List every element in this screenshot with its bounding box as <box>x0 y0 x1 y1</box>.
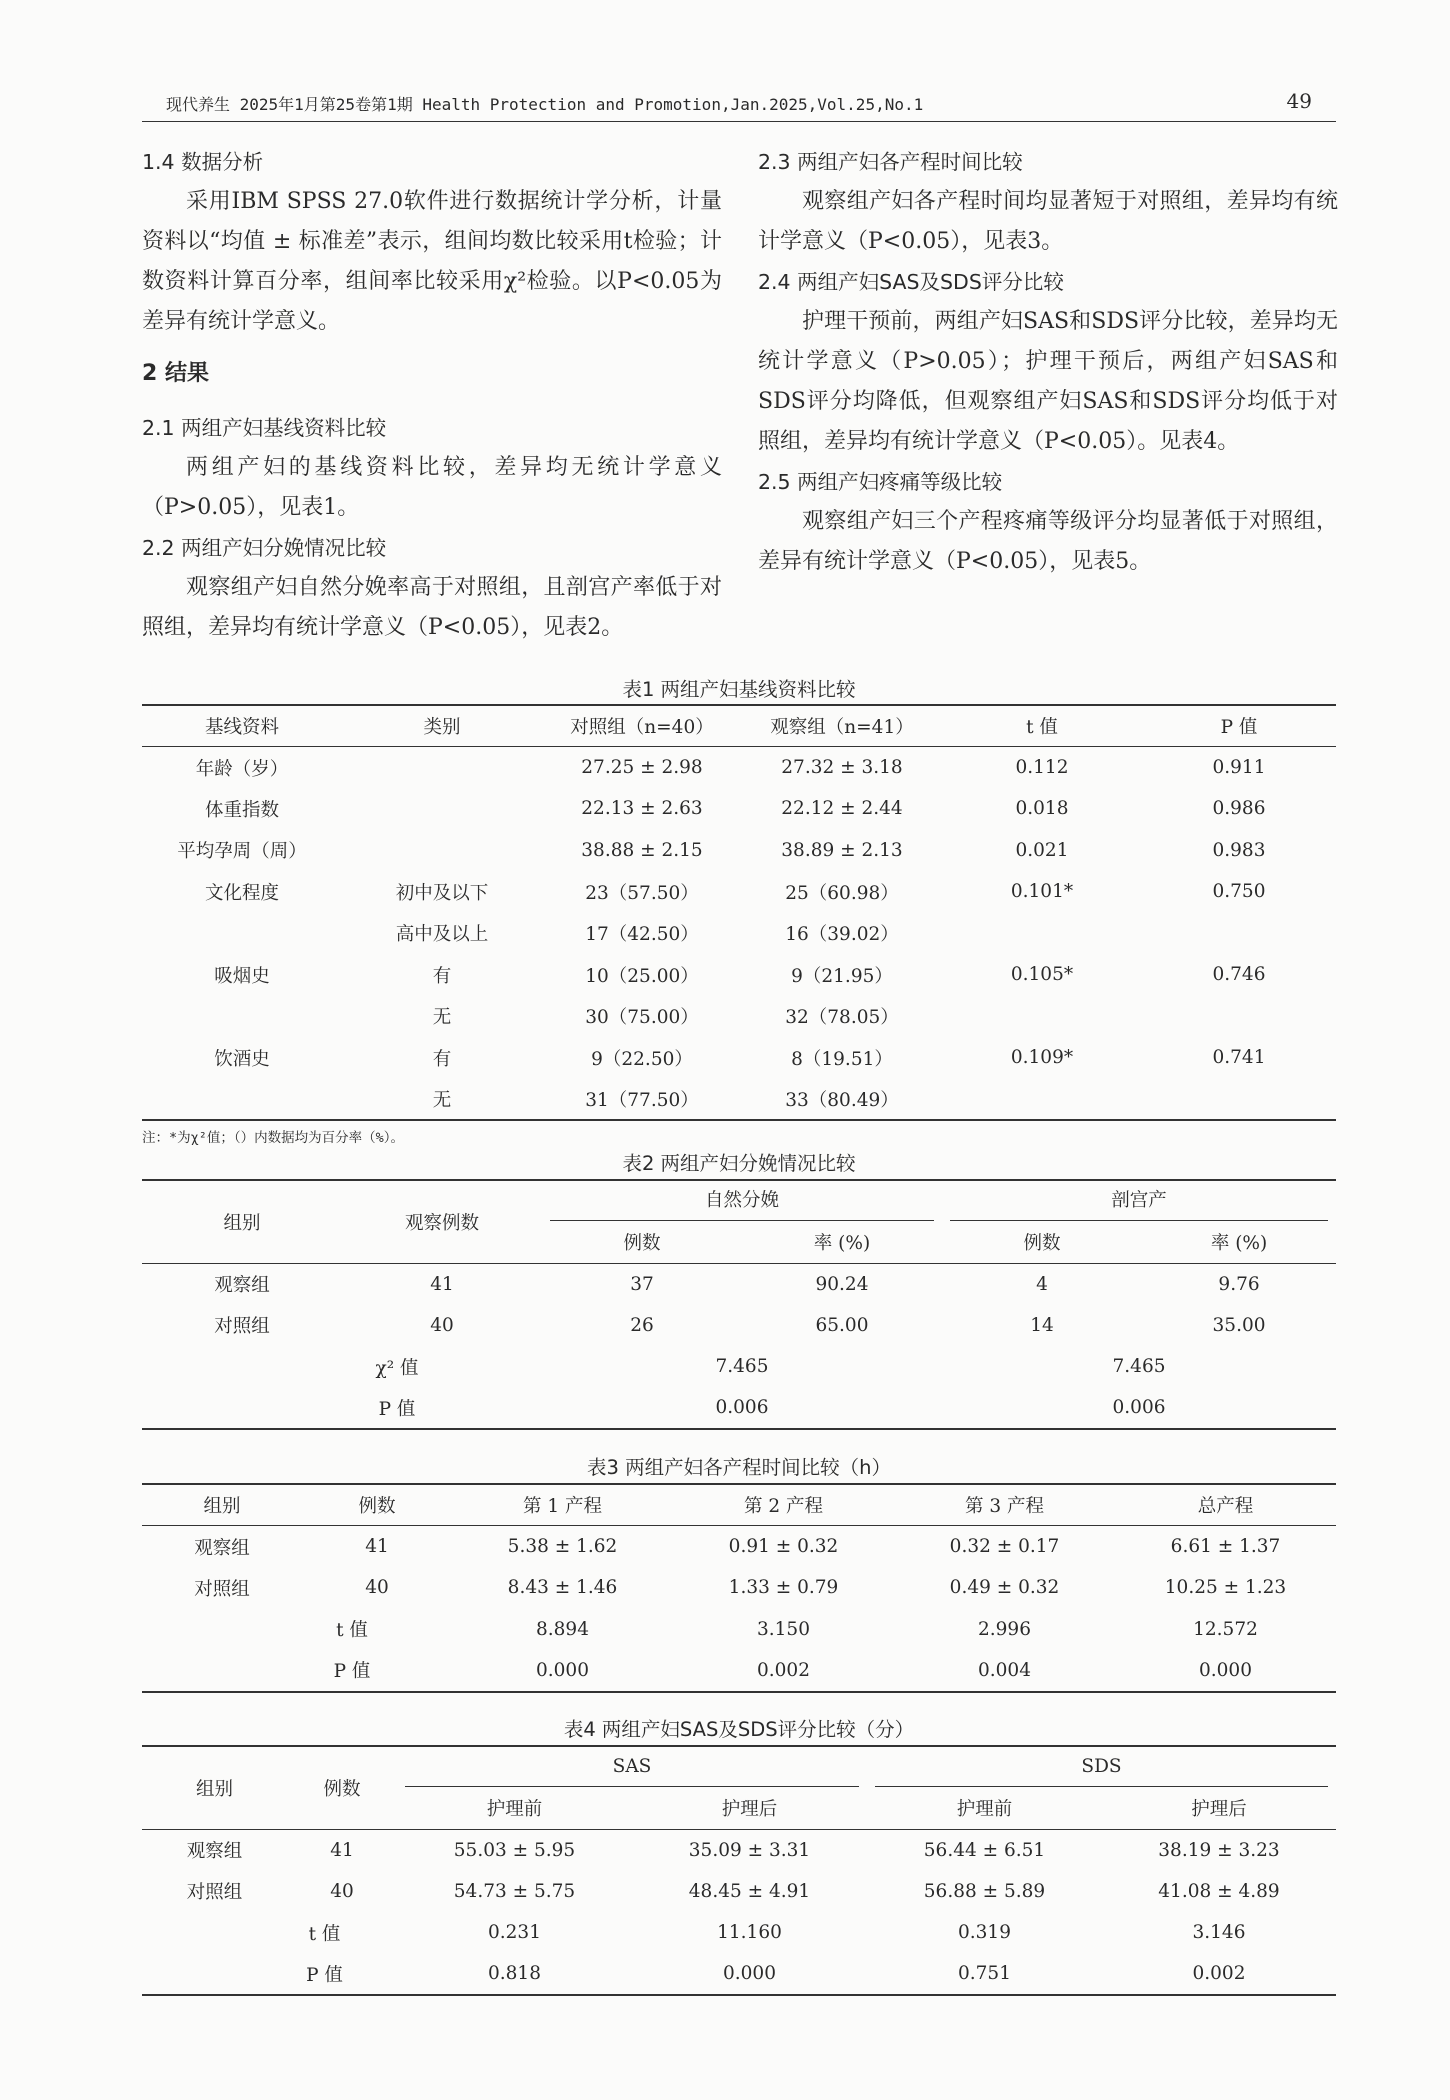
table3-stat-cell: 0.002 <box>757 1659 810 1681</box>
table1-cell <box>942 913 1142 955</box>
section-2-1-heading: 2.1 两组产妇基线资料比较 <box>142 416 387 440</box>
right-column <box>758 142 1338 582</box>
table2-chi-cesarean: 7.465 <box>1112 1356 1166 1378</box>
table2-cell: 14 <box>1030 1314 1054 1336</box>
table1-cell: 27.32 ± 3.18 <box>781 757 903 778</box>
table1-cell: 31（77.50） <box>585 1089 699 1111</box>
section-1-4-heading: 1.4 数据分析 <box>142 150 264 174</box>
table4-cell: 41 <box>330 1839 354 1861</box>
table4-group-header: 组别 <box>142 1746 287 1829</box>
section-2-4-heading: 2.4 两组产妇SAS及SDS评分比较 <box>758 270 1064 294</box>
table1-cell: 有 <box>432 1048 452 1070</box>
table1-cell <box>142 913 342 955</box>
table4-cell: 56.88 ± 5.89 <box>923 1880 1046 1902</box>
table2-chi-label: χ² 值 <box>375 1357 419 1379</box>
table2 <box>142 1179 1336 1430</box>
table3-cell: 观察组 <box>194 1537 250 1559</box>
table4-sds-header <box>867 1746 1336 1788</box>
table2-cesarean-header <box>942 1180 1336 1222</box>
table1-cell: 平均孕周（周） <box>177 841 307 863</box>
table1-cell: 0.018 <box>1015 798 1069 820</box>
table4-cell: 38.19 ± 3.23 <box>1158 1839 1280 1861</box>
table4-stat-cell: 3.146 <box>1192 1922 1246 1944</box>
table4-stat-cell: 0.319 <box>958 1922 1011 1944</box>
table-row <box>142 954 1336 996</box>
table3-cell: 对照组 <box>194 1578 250 1600</box>
table2-natural-label: 自然分娩 <box>550 1182 934 1221</box>
table1-cell: 有 <box>432 965 452 987</box>
table1-header-cell: 基线资料 <box>142 705 342 747</box>
table4-stat-row <box>142 1912 1336 1954</box>
table-row <box>142 1567 1336 1609</box>
table3-cell: 0.91 ± 0.32 <box>728 1536 839 1557</box>
table1-cell: 初中及以下 <box>395 882 489 904</box>
table2-natural-header <box>542 1180 942 1222</box>
table2-p-natural: 0.006 <box>715 1397 769 1419</box>
table4-cell: 55.03 ± 5.95 <box>453 1839 576 1861</box>
table1-cell: 33（80.49） <box>785 1089 899 1111</box>
table3-stat-row <box>142 1609 1336 1651</box>
table3-stat-cell: 0.000 <box>536 1659 589 1681</box>
table2-chi-natural: 7.465 <box>715 1356 769 1378</box>
table3-stat-cell: 3.150 <box>757 1618 810 1640</box>
table4-cell: 54.73 ± 5.75 <box>453 1880 576 1902</box>
table4-stat-label: t 值 <box>308 1923 341 1945</box>
section-2-3-text: 观察组产妇各产程时间均显著短于对照组，差异均有统计学意义（P<0.05），见表3。 <box>758 189 1338 254</box>
table2-cell: 35.00 <box>1212 1314 1266 1336</box>
table1-header-cell: 对照组（n=40） <box>542 705 742 747</box>
table4-cell: 48.45 ± 4.91 <box>688 1880 811 1902</box>
table3-stat-cell: 0.004 <box>978 1659 1031 1681</box>
table1-cell: 10（25.00） <box>585 965 699 987</box>
table1-cell <box>1142 913 1336 955</box>
table-row <box>142 747 1336 789</box>
table1-cell <box>142 1079 342 1121</box>
section-2-2-text: 观察组产妇自然分娩率高于对照组，且剖宫产率低于对照组，差异均有统计学意义（P<0.05），见表2。 <box>142 575 722 640</box>
table1-cell: 无 <box>432 1089 452 1111</box>
table1-cell: 27.25 ± 2.98 <box>581 757 703 778</box>
table1-header-cell: P 值 <box>1142 705 1336 747</box>
table2-cell: 90.24 <box>815 1273 869 1295</box>
table-row <box>142 1526 1336 1568</box>
table1-cell: 高中及以上 <box>395 924 489 946</box>
table2-cell: 26 <box>630 1314 654 1336</box>
table4-stat-label: P 值 <box>306 1964 343 1986</box>
section-2-4-text: 护理干预前，两组产妇SAS和SDS评分比较，差异均无统计学意义（P>0.05）；护理干预后，两组产妇SAS和SDS评分均降低，但观察组产妇SAS和SDS评分均低于对照组，差异均有统计学意义（P<0.05）。见表4。 <box>758 309 1338 454</box>
table2-cesarean-label: 剖宫产 <box>950 1182 1328 1221</box>
table1-cell: 0.109* <box>1010 1047 1074 1069</box>
table4-cell: 35.09 ± 3.31 <box>688 1839 811 1861</box>
table3-header-cell: 第 1 产程 <box>452 1484 673 1526</box>
table4-cell: 观察组 <box>186 1841 243 1862</box>
table1-cell: 年龄（岁） <box>195 758 289 780</box>
table2-stat-row <box>142 1346 1336 1388</box>
table4-sds-label: SDS <box>875 1748 1328 1787</box>
table3-stat-cell: 2.996 <box>978 1618 1031 1640</box>
table2-caption: 表2 两组产妇分娩情况比较 <box>622 1152 856 1175</box>
table1-header-cell: t 值 <box>942 705 1142 747</box>
table3-stat-cell: 8.894 <box>536 1618 589 1640</box>
table-row <box>142 1305 1336 1347</box>
table3-cell: 41 <box>365 1536 389 1557</box>
table2-cell: 9.76 <box>1218 1273 1260 1295</box>
table3-cell: 10.25 ± 1.23 <box>1164 1577 1287 1599</box>
table1-cell: 38.88 ± 2.15 <box>581 839 703 861</box>
table2-cell: 观察组 <box>214 1275 270 1296</box>
table3-header-cell: 例数 <box>302 1484 452 1526</box>
table2-sub-count: 例数 <box>942 1222 1142 1264</box>
table3-header-cell: 第 3 产程 <box>894 1484 1115 1526</box>
table4-caption: 表4 两组产妇SAS及SDS评分比较（分） <box>563 1718 915 1741</box>
table3-cell: 40 <box>365 1577 389 1599</box>
table4-stat-cell: 0.818 <box>488 1963 541 1985</box>
table4-cell: 41.08 ± 4.89 <box>1158 1880 1280 1902</box>
section-2-2-heading: 2.2 两组产妇分娩情况比较 <box>142 536 387 560</box>
table1-cell: 0.105* <box>1010 964 1074 986</box>
table1-cell: 吸烟史 <box>214 965 270 987</box>
table1-cell: 0.021 <box>1015 839 1069 861</box>
table2-cell: 4 <box>1036 1273 1048 1295</box>
table1-cell: 0.911 <box>1212 757 1266 778</box>
table2-sub-count: 例数 <box>542 1222 742 1264</box>
table-row <box>142 1829 1336 1871</box>
table1-cell: 22.13 ± 2.63 <box>581 798 703 820</box>
table4-cell: 56.44 ± 6.51 <box>923 1839 1046 1861</box>
table-row <box>142 1079 1336 1121</box>
table1-cell: 0.986 <box>1212 798 1266 820</box>
table2-cell: 对照组 <box>214 1316 270 1338</box>
table-row <box>142 996 1336 1038</box>
page-number: 49 <box>1286 89 1312 113</box>
table-row <box>142 788 1336 830</box>
table3-cell: 6.61 ± 1.37 <box>1170 1536 1281 1557</box>
journal-line: 现代养生 2025年1月第25卷第1期 Health Protection and Promotion,Jan.2025,Vol.25,No.1 <box>166 95 924 114</box>
table3-caption: 表3 两组产妇各产程时间比较（h） <box>587 1456 891 1479</box>
table4-count-header: 例数 <box>287 1746 397 1829</box>
table3-stat-cell: 0.000 <box>1199 1659 1252 1681</box>
table4-sub-after: 护理后 <box>1102 1788 1336 1830</box>
table-row <box>142 913 1336 955</box>
table4-stat-cell: 0.000 <box>723 1963 776 1985</box>
table1 <box>142 704 1336 1121</box>
table1-cell: 0.101* <box>1010 881 1074 903</box>
table2-p-cesarean: 0.006 <box>1112 1397 1166 1419</box>
table1-cell: 8（19.51） <box>791 1048 893 1070</box>
table3-cell: 0.49 ± 0.32 <box>949 1577 1060 1599</box>
table1-cell: 9（22.50） <box>591 1048 693 1070</box>
table3 <box>142 1483 1336 1693</box>
table3-cell: 1.33 ± 0.79 <box>728 1577 839 1599</box>
table3-stat-row <box>142 1650 1336 1692</box>
table1-cell <box>142 996 342 1038</box>
table4-sub-before: 护理前 <box>867 1788 1102 1830</box>
table1-cell <box>942 996 1142 1038</box>
table2-cell: 41 <box>430 1273 454 1295</box>
table1-cell: 9（21.95） <box>791 965 893 987</box>
running-header <box>142 88 1336 122</box>
table3-stat-label: t 值 <box>336 1620 368 1642</box>
table2-cell: 40 <box>430 1314 454 1336</box>
table1-cell <box>342 830 542 872</box>
table1-cell <box>342 788 542 830</box>
table3-header-cell: 总产程 <box>1115 1484 1336 1526</box>
table-row <box>142 1037 1336 1079</box>
table3-cell: 0.32 ± 0.17 <box>949 1536 1060 1557</box>
table4-stat-cell: 0.751 <box>958 1963 1011 1985</box>
left-column <box>142 142 722 648</box>
table2-sub-rate: 率 (%) <box>742 1222 942 1264</box>
section-2-3-heading: 2.3 两组产妇各产程时间比较 <box>758 150 1023 174</box>
section-2-1-text: 两组产妇的基线资料比较，差异均无统计学意义（P>0.05），见表1。 <box>142 455 722 520</box>
table4-stat-row <box>142 1954 1336 1996</box>
table3-header-cell: 组别 <box>142 1484 302 1526</box>
table-row <box>142 871 1336 913</box>
table-row <box>142 830 1336 872</box>
table3-stat-label: P 值 <box>333 1661 371 1683</box>
table2-cell: 65.00 <box>815 1314 869 1336</box>
section-2-5-text: 观察组产妇三个产程疼痛等级评分均显著低于对照组，差异有统计学意义（P<0.05），见表5。 <box>758 509 1338 574</box>
table3-cell: 8.43 ± 1.46 <box>507 1577 618 1599</box>
section-2-heading: 2 结果 <box>142 361 209 386</box>
table1-cell: 饮酒史 <box>214 1048 270 1070</box>
table1-header-cell: 类别 <box>342 705 542 747</box>
table4-sas-header <box>397 1746 867 1788</box>
table1-cell: 无 <box>432 1007 452 1029</box>
section-1-4-text: 采用IBM SPSS 27.0软件进行数据统计学分析，计量资料以“均值 ± 标准差”表示，组间均数比较采用t检验；计数资料计算百分率，组间率比较采用χ²检验。以P<0.05为差异有统计学意义。 <box>142 189 722 334</box>
table1-cell <box>1142 996 1336 1038</box>
table3-cell: 5.38 ± 1.62 <box>507 1536 618 1557</box>
table1-cell: 0.112 <box>1015 757 1069 778</box>
table1-cell: 22.12 ± 2.44 <box>781 798 903 820</box>
table1-cell: 0.983 <box>1212 839 1266 861</box>
table4-stat-cell: 0.002 <box>1192 1963 1246 1985</box>
table4-stat-cell: 11.160 <box>717 1922 782 1944</box>
table4-cell: 对照组 <box>186 1882 243 1904</box>
table1-cell: 32（78.05） <box>785 1007 899 1029</box>
table1-cell <box>342 747 542 789</box>
table2-p-label: P 值 <box>378 1398 416 1420</box>
table1-cell: 38.89 ± 2.13 <box>781 839 903 861</box>
table2-sub-rate: 率 (%) <box>1142 1222 1336 1264</box>
table1-cell: 30（75.00） <box>585 1007 699 1029</box>
table1-note: 注：*为χ²值；（）内数据均为百分率（%）。 <box>142 1130 405 1146</box>
table4 <box>142 1745 1336 1996</box>
table-row <box>142 1263 1336 1305</box>
table4-sub-before: 护理前 <box>397 1788 632 1830</box>
table1-caption: 表1 两组产妇基线资料比较 <box>622 678 856 701</box>
table3-header-cell: 第 2 产程 <box>673 1484 894 1526</box>
table1-cell: 25（60.98） <box>785 882 899 904</box>
table-row <box>142 1871 1336 1913</box>
table2-group-header: 组别 <box>142 1180 342 1263</box>
table1-cell <box>1142 1079 1336 1121</box>
table3-stat-cell: 12.572 <box>1193 1618 1258 1640</box>
table1-cell <box>942 1079 1142 1121</box>
table1-cell: 体重指数 <box>204 799 279 821</box>
table2-stat-row <box>142 1388 1336 1430</box>
table1-cell: 文化程度 <box>204 882 279 904</box>
table4-stat-cell: 0.231 <box>488 1922 541 1944</box>
table2-count-header: 观察例数 <box>342 1180 542 1263</box>
table1-cell: 0.741 <box>1212 1047 1266 1069</box>
table4-sas-label: SAS <box>405 1748 859 1787</box>
table1-header-cell: 观察组（n=41） <box>742 705 942 747</box>
table1-cell: 17（42.50） <box>585 924 699 946</box>
table1-cell: 0.746 <box>1212 964 1266 986</box>
section-2-5-heading: 2.5 两组产妇疼痛等级比较 <box>758 470 1003 494</box>
table1-cell: 23（57.50） <box>585 882 699 904</box>
table1-cell: 16（39.02） <box>785 924 899 946</box>
table1-cell: 0.750 <box>1212 881 1266 903</box>
table2-cell: 37 <box>630 1273 654 1295</box>
table4-cell: 40 <box>330 1880 354 1902</box>
table4-sub-after: 护理后 <box>632 1788 867 1830</box>
